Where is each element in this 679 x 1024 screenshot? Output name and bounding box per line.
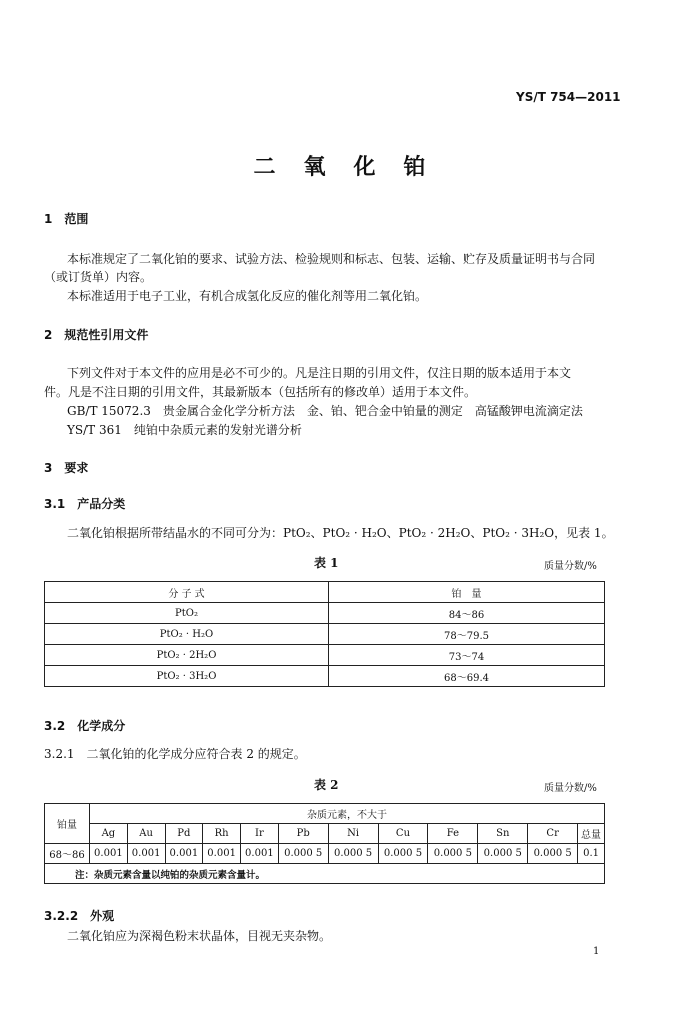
table-cell: PtO₂ <box>45 603 329 624</box>
section-1-heading: 1 范围 <box>44 212 89 226</box>
section-1-para-1-line-1: 本标准规定了二氧化铂的要求、试验方法、检验规则和标志、包装、运输、贮存及质量证明书与合同 <box>67 252 596 266</box>
table-cell: 0.000 5 <box>428 844 478 864</box>
section-3-2-heading: 3.2 化学成分 <box>44 719 126 733</box>
table-row <box>45 603 605 624</box>
section-3-2-2-text: 二氧化铂应为深褐色粉末状晶体，目视无夹杂物。 <box>67 929 332 943</box>
column-header-formula: 分 子 式 <box>45 582 329 603</box>
table-cell: 0.1 <box>578 844 605 864</box>
normative-reference-1: GB/T 15072.3 贵金属合金化学分析方法 金、铂、钯合金中铂量的测定 高锰酸钾电流滴定法 <box>67 404 583 418</box>
column-header-impurities: 杂质元素，不大于 <box>90 804 605 824</box>
table-cell: 0.000 5 <box>378 844 428 864</box>
section-3-2-2-heading: 3.2.2 外观 <box>44 909 115 923</box>
table-1-unit: 质量分数/% <box>544 561 597 572</box>
section-3-2-1-text: 3.2.1 二氧化铂的化学成分应符合表 2 的规定。 <box>44 747 306 761</box>
table-cell: 0.001 <box>241 844 279 864</box>
standard-number: YS/T 754—2011 <box>516 90 621 104</box>
table-2-note: 注：杂质元素含量以纯铂的杂质元素含量计。 <box>45 864 605 884</box>
section-2-para-line-2: 件。凡是不注日期的引用文件，其最新版本（包括所有的修改单）适用于本文件。 <box>44 385 477 399</box>
table-cell: 0.000 5 <box>528 844 578 864</box>
document-title: 二氧化铂 <box>253 154 454 180</box>
table-cell: PtO₂ · 3H₂O <box>45 666 329 687</box>
table-header-row <box>45 824 605 844</box>
column-header-element: Rh <box>203 824 241 844</box>
section-1-para-2: 本标准适用于电子工业，有机合成氢化反应的催化剂等用二氧化铂。 <box>67 289 428 303</box>
table-2-unit: 质量分数/% <box>544 783 597 794</box>
table-cell: 0.001 <box>90 844 128 864</box>
table-header-row <box>45 804 605 824</box>
table-row <box>45 666 605 687</box>
table-cell: PtO₂ · H₂O <box>45 624 329 645</box>
column-header-element: Pb <box>278 824 328 844</box>
section-3-1-heading: 3.1 产品分类 <box>44 497 126 511</box>
table-cell: 0.001 <box>127 844 165 864</box>
table-2-caption: 表 2 <box>314 778 339 792</box>
column-header-element: Ni <box>328 824 378 844</box>
table-1-caption: 表 1 <box>314 556 339 570</box>
table-cell: 0.000 5 <box>278 844 328 864</box>
table-cell: 0.000 5 <box>478 844 528 864</box>
column-header-platinum: 铂 量 <box>329 582 605 603</box>
table-row <box>45 624 605 645</box>
table-1 <box>44 581 605 687</box>
table-cell: 68～86 <box>45 844 90 864</box>
column-header-element: 总量 <box>578 824 605 844</box>
table-cell: PtO₂ · 2H₂O <box>45 645 329 666</box>
table-cell: 84～86 <box>329 603 605 624</box>
section-3-heading: 3 要求 <box>44 461 89 475</box>
column-header-element: Sn <box>478 824 528 844</box>
column-header-element: Ir <box>241 824 279 844</box>
page-number: 1 <box>593 946 600 957</box>
column-header-element: Cu <box>378 824 428 844</box>
table-note-row <box>45 864 605 884</box>
table-cell: 0.001 <box>203 844 241 864</box>
column-header-element: Ag <box>90 824 128 844</box>
section-2-heading: 2 规范性引用文件 <box>44 328 149 342</box>
normative-reference-2: YS/T 361 纯铂中杂质元素的发射光谱分析 <box>67 423 302 437</box>
table-cell: 78～79.5 <box>329 624 605 645</box>
column-header-platinum: 铂量 <box>45 804 90 844</box>
table-cell: 73～74 <box>329 645 605 666</box>
section-1-para-1-line-2: （或订货单）内容。 <box>44 270 153 284</box>
table-cell: 0.001 <box>165 844 203 864</box>
table-header-row <box>45 582 605 603</box>
column-header-element: Cr <box>528 824 578 844</box>
column-header-element: Pd <box>165 824 203 844</box>
table-cell: 68～69.4 <box>329 666 605 687</box>
section-3-1-text: 二氧化铂根据所带结晶水的不同可分为：PtO₂、PtO₂ · H₂O、PtO₂ · 2H₂O、PtO₂ · 3H₂O，见表 1。 <box>67 526 614 540</box>
table-row <box>45 844 605 864</box>
section-2-para-line-1: 下列文件对于本文件的应用是必不可少的。凡是注日期的引用文件，仅注日期的版本适用于本文 <box>67 366 572 380</box>
table-2 <box>44 803 605 884</box>
table-row <box>45 645 605 666</box>
table-cell: 0.000 5 <box>328 844 378 864</box>
column-header-element: Au <box>127 824 165 844</box>
column-header-element: Fe <box>428 824 478 844</box>
